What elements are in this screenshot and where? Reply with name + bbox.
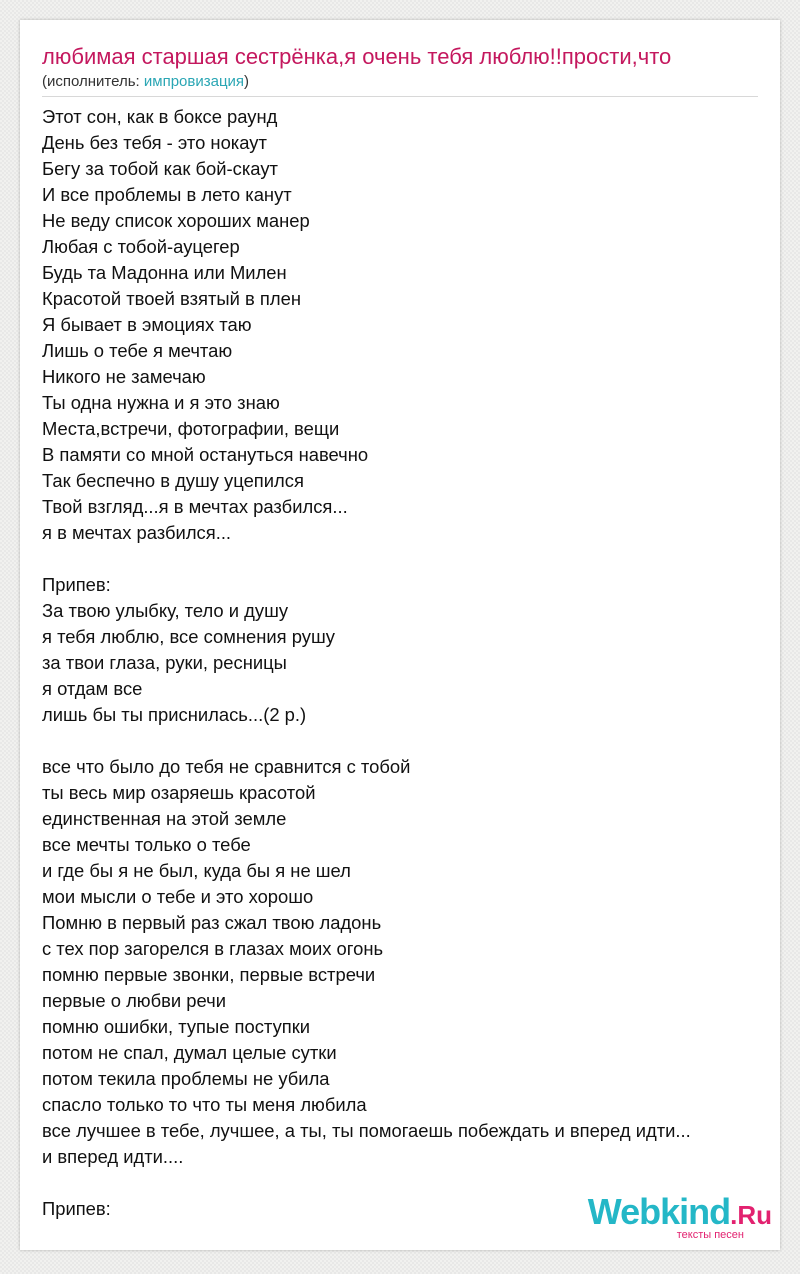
lyrics-line: Не веду список хороших манер	[42, 210, 310, 231]
lyrics-line: Припев:	[42, 574, 111, 595]
lyrics-line: Я бывает в эмоциях таю	[42, 314, 252, 335]
lyrics-line: спасло только то что ты меня любила	[42, 1094, 367, 1115]
artist-label: (исполнитель:	[42, 73, 144, 90]
logo-name: Webkind	[587, 1191, 731, 1232]
logo-tagline: тексты песен	[676, 1229, 744, 1241]
lyrics-line: я отдам все	[42, 678, 143, 699]
lyrics-blank-line	[42, 546, 762, 572]
header-divider	[42, 96, 758, 97]
lyrics-line: Этот сон, как в боксе раунд	[42, 106, 278, 127]
lyrics-text	[42, 104, 762, 1222]
lyrics-line: лишь бы ты приснилась...(2 р.)	[42, 704, 307, 725]
lyrics-line: Твой взгляд...я в мечтах разбился...	[42, 496, 348, 517]
lyrics-line: и где бы я не был, куда бы я не шел	[42, 860, 351, 881]
lyrics-line: единственная на этой земле	[42, 808, 287, 829]
lyrics-line: я в мечтах разбился...	[42, 522, 232, 543]
lyrics-line: Красотой твоей взятый в плен	[42, 288, 301, 309]
lyrics-line: Бегу за тобой как бой-скаут	[42, 158, 278, 179]
lyrics-line: Никого не замечаю	[42, 366, 206, 387]
lyrics-line: я тебя люблю, все сомнения рушу	[42, 626, 335, 647]
lyrics-line: мои мысли о тебе и это хорошо	[42, 886, 314, 907]
lyrics-line: с тех пор загорелся в глазах моих огонь	[42, 938, 384, 959]
lyrics-line: ты весь мир озаряешь красотой	[42, 782, 316, 803]
lyrics-line: И все проблемы в лето канут	[42, 184, 292, 205]
lyrics-line: Помню в первый раз сжал твою ладонь	[42, 912, 382, 933]
lyrics-line: Места,встречи, фотографии, вещи	[42, 418, 340, 439]
lyrics-line: и вперед идти....	[42, 1146, 184, 1167]
song-title: любимая старшая сестрёнка,я очень тебя люблю!!прости,что	[42, 44, 672, 69]
lyrics-line: Лишь о тебе я мечтаю	[42, 340, 233, 361]
artist-link[interactable]: импровизация	[143, 73, 245, 90]
lyrics-line: помню ошибки, тупые поступки	[42, 1016, 311, 1037]
lyrics-line: все лучшее в тебе, лучшее, а ты, ты помогаешь побеждать и вперед идти...	[42, 1120, 691, 1141]
lyrics-line: В памяти со мной остануться навечно	[42, 444, 369, 465]
lyrics-card	[20, 20, 780, 1250]
lyrics-line: Так беспечно в душу уцепился	[42, 470, 304, 491]
lyrics-line: все мечты только о тебе	[42, 834, 251, 855]
lyrics-line: Любая с тобой-ауцегер	[42, 236, 240, 257]
artist-label-close: )	[244, 73, 250, 90]
lyrics-line: Будь та Мадонна или Милен	[42, 262, 287, 283]
logo-tld: .Ru	[730, 1200, 772, 1230]
lyrics-blank-line	[42, 728, 762, 754]
lyrics-line: первые о любви речи	[42, 990, 226, 1011]
lyrics-line: Припев:	[42, 1198, 111, 1219]
lyrics-line: Ты одна нужна и я это знаю	[42, 392, 280, 413]
lyrics-line: за твои глаза, руки, ресницы	[42, 652, 287, 673]
lyrics-line: потом не спал, думал целые сутки	[42, 1042, 337, 1063]
site-logo[interactable]	[572, 1192, 772, 1244]
lyrics-line: За твою улыбку, тело и душу	[42, 600, 289, 621]
lyrics-line: День без тебя - это нокаут	[42, 132, 267, 153]
artist-line	[42, 73, 249, 91]
lyrics-line: помню первые звонки, первые встречи	[42, 964, 376, 985]
lyrics-line: потом текила проблемы не убила	[42, 1068, 330, 1089]
lyrics-line: все что было до тебя не сравнится с тобой	[42, 756, 411, 777]
